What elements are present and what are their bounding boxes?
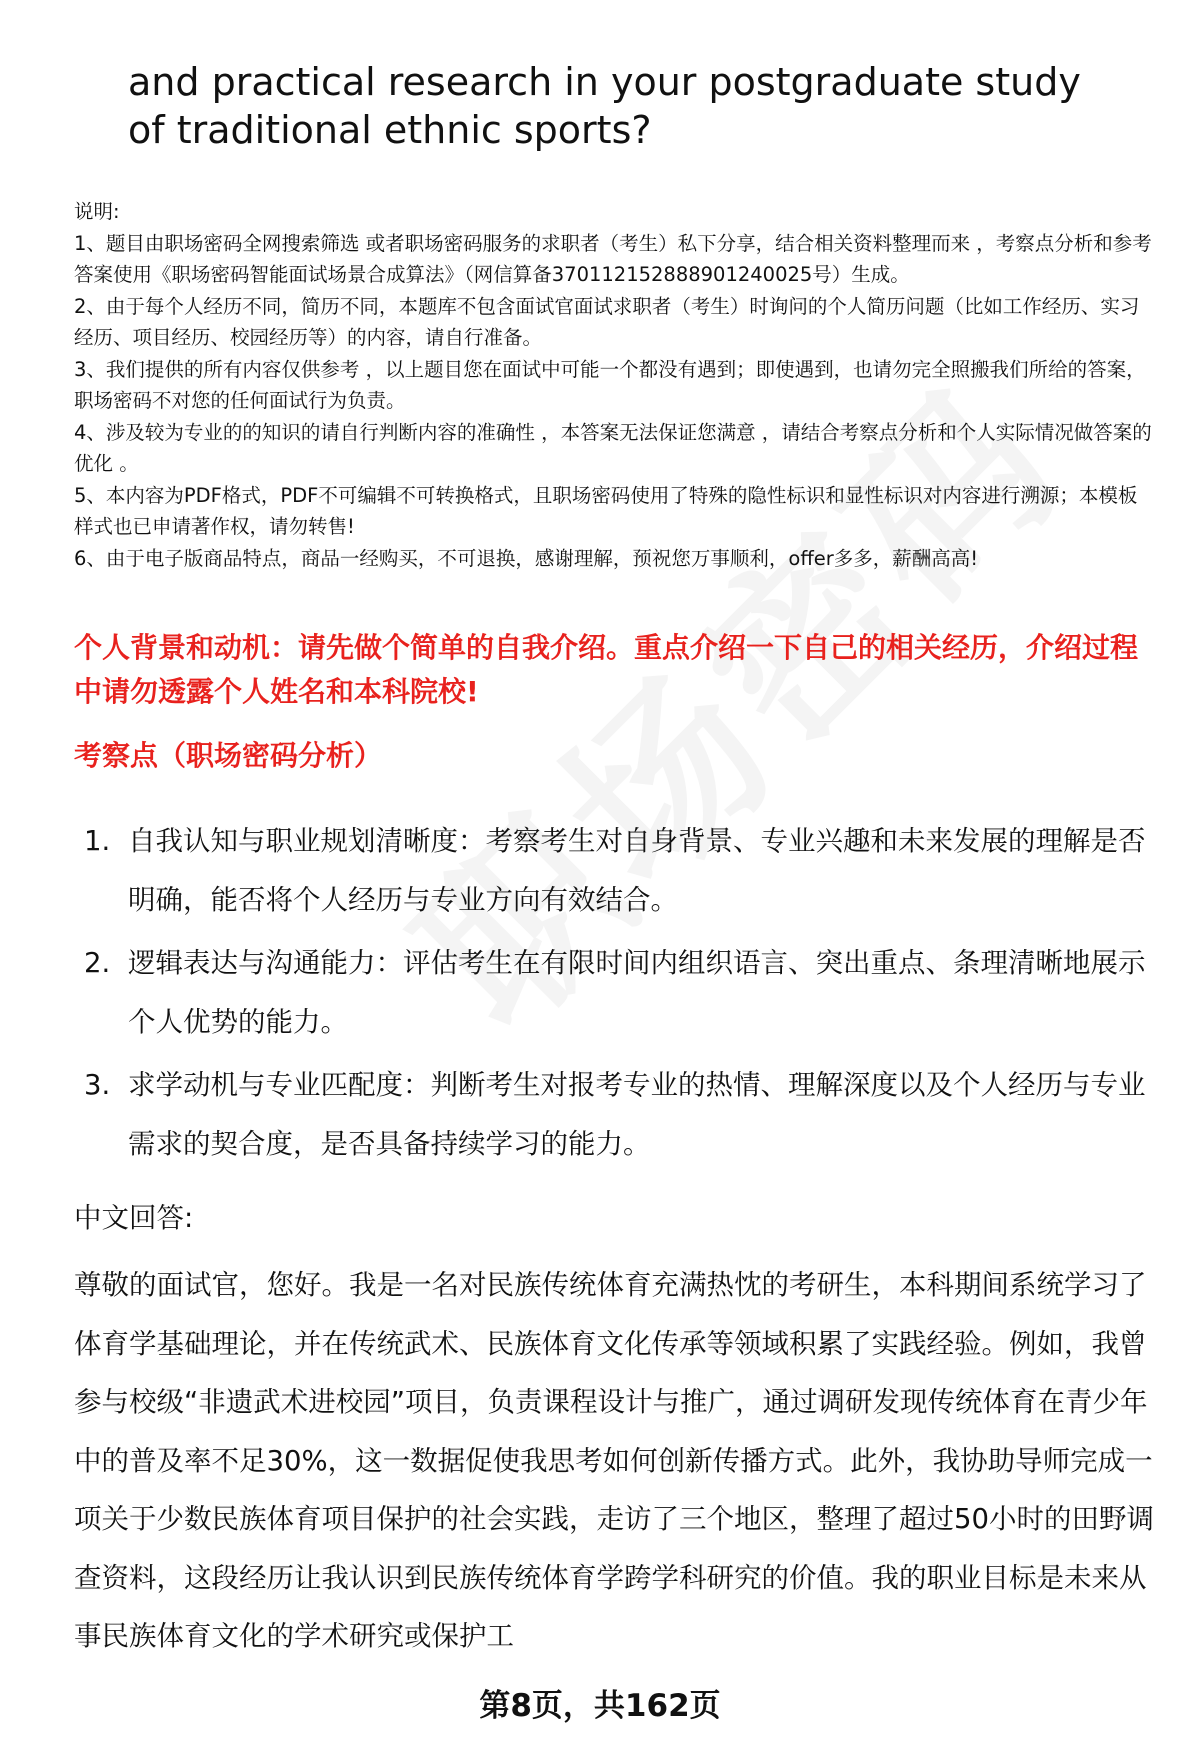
question-english: and practical research in your postgraduate study of traditional ethnic sports?: [128, 60, 1081, 152]
analysis-point: [74, 934, 1154, 1052]
notes-item: 5、本内容为PDF格式，PDF不可编辑不可转换格式，且职场密码使用了特殊的隐性标识和显性标识对内容进行溯源；本模板样式也已申请著作权，请勿转售!: [74, 483, 1138, 538]
analysis-point: [74, 1056, 1154, 1174]
notes-title: 说明:: [74, 200, 120, 223]
notes-item: 3、我们提供的所有内容仅供参考 ，以上题目您在面试中可能一个都没有遇到；即使遇到，也请勿完全照搬我们所给的答案，职场密码不对您的任何面试行为负责。: [74, 357, 1146, 412]
notes-section: [74, 196, 1154, 574]
point-number: 1.: [84, 825, 111, 857]
notes-item: 6、由于电子版商品特点，商品一经购买，不可退换，感谢理解，预祝您万事顺利，offer多多，薪酬高高!: [74, 546, 979, 570]
question-title: 个人背景和动机：请先做个简单的自我介绍。重点介绍一下自己的相关经历，介绍过程中请勿透露个人姓名和本科院校!: [74, 631, 1139, 708]
analysis-points: [74, 812, 1154, 1178]
notes-item: 1、题目由职场密码全网搜索筛选 或者职场密码服务的求职者（考生）私下分享，结合相关资料整理而来 ，考察点分析和参考答案使用《职场密码智能面试场景合成算法》（网信算备370112152888901240025号）生成。: [74, 231, 1152, 286]
point-text: 求学动机与专业匹配度：判断考生对报考专业的热情、理解深度以及个人经历与专业需求的契合度，是否具备持续学习的能力。: [128, 1069, 1146, 1160]
answer-label: 中文回答:: [74, 1202, 194, 1234]
analysis-title: 考察点（职场密码分析）: [74, 739, 383, 772]
notes-item: 4、涉及较为专业的的知识的请自行判断内容的准确性 ，本答案无法保证您满意 ，请结合考察点分析和个人实际情况做答案的优化 。: [74, 420, 1152, 475]
point-text: 逻辑表达与沟通能力：评估考生在有限时间内组织语言、突出重点、条理清晰地展示个人优势的能力。: [128, 947, 1146, 1038]
answer-text: 尊敬的面试官，您好。我是一名对民族传统体育充满热忱的考研生，本科期间系统学习了体育学基础理论，并在传统武术、民族体育文化传承等领域积累了实践经验。例如，我曾参与校级“非遗武术进校园”项目，负责课程设计与推广，通过调研发现传统体育在青少年中的普及率不足30%，这一数据促使我思考如何创新传播方式。此外，我协助导师完成一项关于少数民族体育项目保护的社会实践，走访了三个地区，整理了超过50小时的田野调查资料，这段经历让我认识到民族传统体育学跨学科研究的价值。我的职业目标是未来从事民族体育文化的学术研究或保护工: [74, 1269, 1154, 1652]
point-text: 自我认知与职业规划清晰度：考察考生对自身背景、专业兴趣和未来发展的理解是否明确，能否将个人经历与专业方向有效结合。: [128, 825, 1146, 916]
notes-item: 2、由于每个人经历不同，简历不同，本题库不包含面试官面试求职者（考生）时询问的个人简历问题（比如工作经历、实习经历、项目经历、校园经历等）的内容，请自行准备。: [74, 294, 1140, 349]
point-number: 3.: [84, 1069, 111, 1101]
analysis-point: [74, 812, 1154, 930]
point-number: 2.: [84, 947, 111, 979]
page-footer: 第8页，共162页: [479, 1688, 721, 1724]
